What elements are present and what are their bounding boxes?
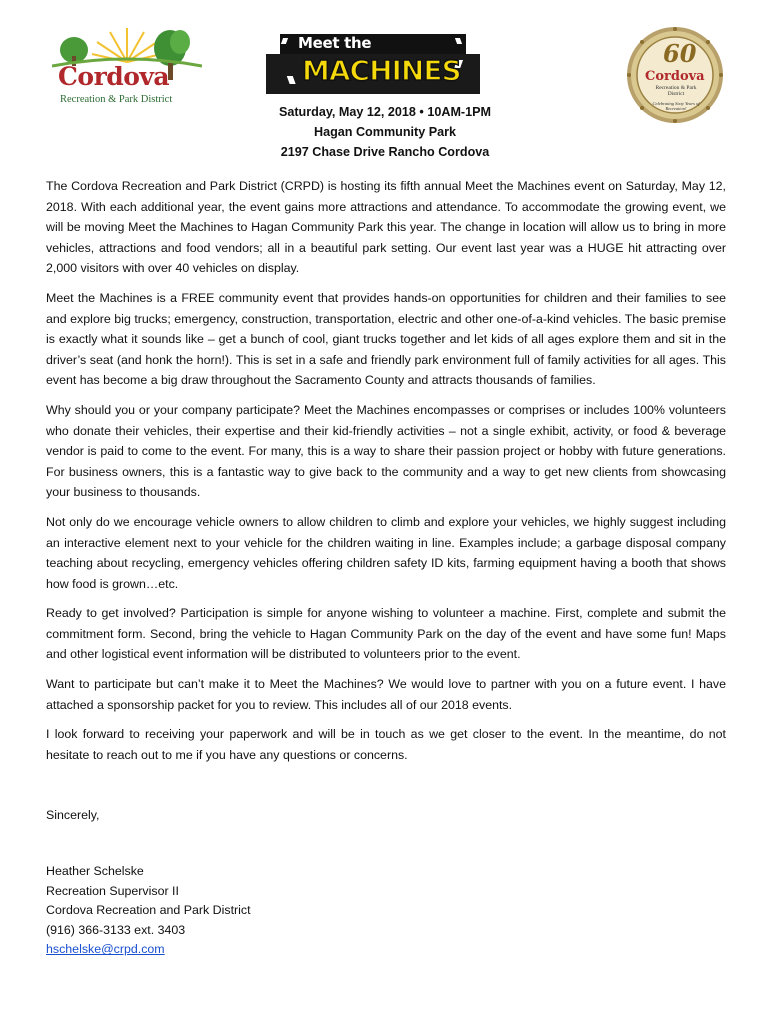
closing: Sincerely, xyxy=(46,808,100,822)
seal-number: 60 xyxy=(663,39,697,68)
seal-subtitle: Recreation & Park District xyxy=(655,85,697,97)
event-date-time: Saturday, May 12, 2018 • 10AM-1PM xyxy=(278,105,492,119)
logo-wordmark: Cordova xyxy=(58,62,170,91)
cordova-logo xyxy=(52,22,202,110)
event-address: 2197 Chase Drive Rancho Cordova xyxy=(280,145,490,159)
signer-name: Heather Schelske xyxy=(46,864,144,878)
paragraph: Want to participate but can’t make it to Meet the Machines? We would love to partner with you on a future event. I have attached a sponsorship packet for you to review. This includes all of our 2018 events. xyxy=(46,677,726,712)
signer-email-link[interactable]: hschelske@crpd.com xyxy=(46,942,165,957)
paragraph: Ready to get involved? Participation is simple for anyone wishing to volunteer a machine. First, complete and submit the commitment form. Second, bring the vehicle to Hagan Community Park on the day of the event and have some fun! Maps and other logistical event information will be distributed to volunteers prior to the event. xyxy=(46,606,726,662)
paragraph: Not only do we encourage vehicle owners to allow children to climb and explore your vehicles, we highly suggest including an interactive element next to your vehicle for the children waiting in line. Examples include; a garbage disposal company teaching about recycling, emergency vehicles offering children safety ID kits, farming equipment having a booth that shows how food is grown…etc. xyxy=(46,514,726,591)
seal-tagline: Celebrating Sixty Years of Recreation! xyxy=(652,101,700,111)
logo-subtitle: Recreation & Park District xyxy=(60,94,173,105)
event-info xyxy=(0,102,770,162)
meet-the-machines-logo xyxy=(262,30,484,98)
signer-organization: Cordova Recreation and Park District xyxy=(46,903,251,918)
event-venue: Hagan Community Park xyxy=(313,125,457,139)
seal-wordmark: Cordova xyxy=(645,69,705,84)
paragraph: The Cordova Recreation and Park District (CRPD) is hosting its fifth annual Meet the Machines event on Saturday, May 12, 2018. With each additional year, the event gains more attractions and attendance. To accommodate the growing event, we will be moving Meet the Machines to Hagan Community Park this year. The change in location will allow us to bring in more vehicles, attractions and food vendors; all in a beautiful park setting. Our event last year was a HUGE hit attracting over 2,000 visitors with over 40 vehicles on display. xyxy=(46,179,726,276)
paragraph: I look forward to receiving your paperwork and will be in touch as we get closer to the event. In the meantime, do not hesitate to reach out to me if you have any questions or concerns. xyxy=(46,727,726,762)
signer-title: Recreation Supervisor II xyxy=(46,883,179,898)
logo-line-2: MACHINES xyxy=(302,54,461,87)
letter-body xyxy=(46,176,726,774)
signature-block xyxy=(46,862,251,960)
paragraph: Meet the Machines is a FREE community event that provides hands-on opportunities for children and their families to see and explore big trucks; emergency, construction, transportation, electric and other one-of-a-kind vehicles. The basic premise is exactly what it sounds like – get a bunch of cool, giant trucks together and let kids of all ages explore them and sit in the driver’s seat (and honk the horn!). This is set in a safe and friendly park environment full of family activities for all ages. This event has become a big draw throughout the Sacramento County and attracts thousands of families. xyxy=(46,290,726,388)
paragraph: Why should you or your company participate? Meet the Machines encompasses or comprises or includes 100% volunteers who donate their vehicles, their expertise and their kid-friendly activities – not a single exhibit, activity, or food & beverage vendor is paid to come to the event. For many, this is a way to share their passion project or hobby with future generations. For business owners, this is a fantastic way to give back to the community and a way to get new clients from showcasing your business to thousands. xyxy=(46,402,726,500)
signer-phone: (916) 366-3133 ext. 3403 xyxy=(46,922,186,937)
logo-line-1: Meet the xyxy=(298,34,372,52)
